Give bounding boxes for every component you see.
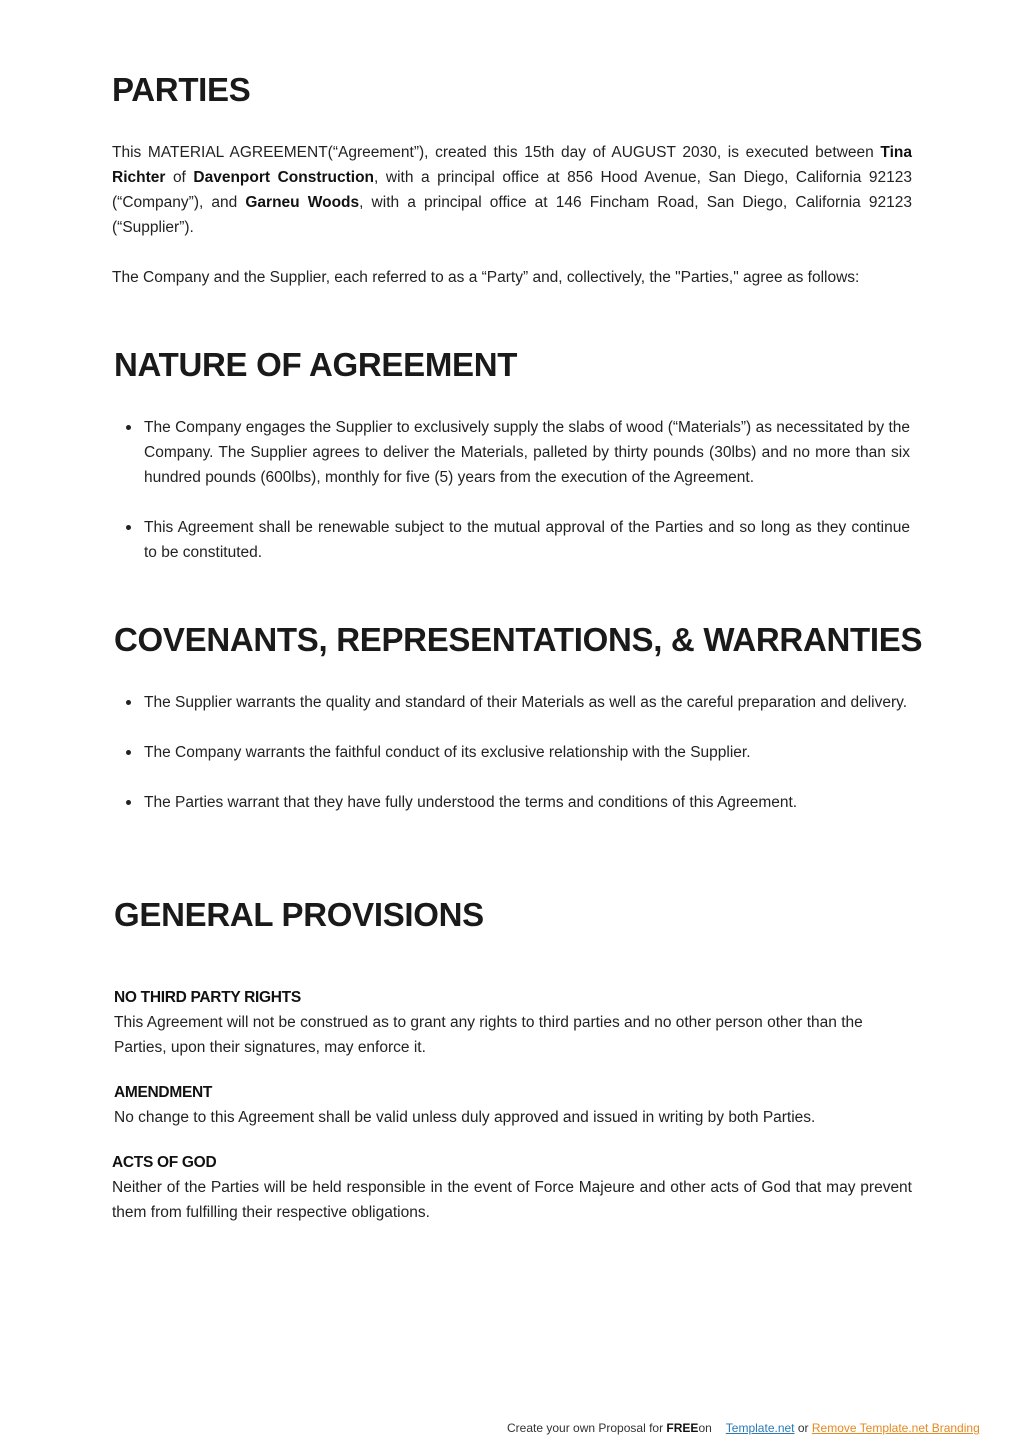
subheading-acts-of-god: ACTS OF GOD (112, 1154, 217, 1171)
footer-or: or (794, 1421, 812, 1435)
footer-prefix: Create your own Proposal for (507, 1421, 667, 1435)
heading-general-provisions: GENERAL PROVISIONS (114, 896, 484, 933)
subheading-amendment: AMENDMENT (114, 1084, 213, 1101)
branding-footer (507, 1419, 1007, 1437)
parties-text-3: , with a principal office at 856 Hood Avenue, San Diego, California 92123 (“Company”), and (112, 169, 912, 211)
footer-free: FREE (666, 1421, 699, 1435)
list-item: The Company engages the Supplier to exclusively supply the slabs of wood (“Materials”) as necessitated by the Company. The Supplier agrees to deliver the Materials, palleted by thirty pounds (30lbs) and no more than six hundred pounds (600lbs), monthly for five (5) years from the execution of the Agreement. (144, 415, 910, 490)
acts-of-god-text: Neither of the Parties will be held responsible in the event of Force Majeure and other acts of God that may prevent them from fulfilling their respective obligations. (112, 1179, 912, 1221)
parties-paragraph (112, 140, 912, 240)
list-item: The Company warrants the faithful conduct of its exclusive relationship with the Supplier. (144, 740, 910, 765)
company-name: Davenport Construction (193, 169, 375, 186)
parties-text-2: of (165, 169, 194, 186)
parties-agree-paragraph: The Company and the Supplier, each referred to as a “Party” and, collectively, the "Parties," agree as follows: (112, 269, 860, 286)
remove-branding-link[interactable]: Remove Template.net Branding (811, 1421, 980, 1435)
subheading-no-third-party-rights: NO THIRD PARTY RIGHTS (114, 989, 301, 1006)
heading-nature-of-agreement: NATURE OF AGREEMENT (114, 346, 518, 383)
list-item: The Supplier warrants the quality and standard of their Materials as well as the careful preparation and delivery. (144, 690, 910, 715)
third-party-text: This Agreement will not be construed as to grant any rights to third parties and no other person other than the Parties, upon their signatures, may enforce it. (114, 1014, 863, 1056)
party-person-name: Tina Richter (112, 144, 912, 186)
list-item: This Agreement shall be renewable subject to the mutual approval of the Parties and so long as they continue to be constituted. (144, 515, 910, 565)
parties-text-4: , with a principal office at 146 Fincham Road, San Diego, California 92123 (“Supplier”). (112, 194, 913, 236)
footer-on: on (698, 1421, 712, 1435)
heading-covenants: COVENANTS, REPRESENTATIONS, & WARRANTIES (114, 621, 923, 658)
parties-text-1: This MATERIAL AGREEMENT(“Agreement”), created this 15th day of AUGUST 2030, is executed between (112, 144, 881, 161)
supplier-name: Garneu Woods (245, 194, 360, 211)
amendment-text: No change to this Agreement shall be valid unless duly approved and issued in writing by both Parties. (114, 1109, 816, 1126)
heading-parties: PARTIES (112, 71, 251, 108)
list-item: The Parties warrant that they have fully understood the terms and conditions of this Agreement. (144, 790, 910, 815)
covenants-list (144, 690, 910, 840)
nature-list (144, 415, 910, 590)
template-net-link[interactable]: Template.net (725, 1421, 795, 1435)
